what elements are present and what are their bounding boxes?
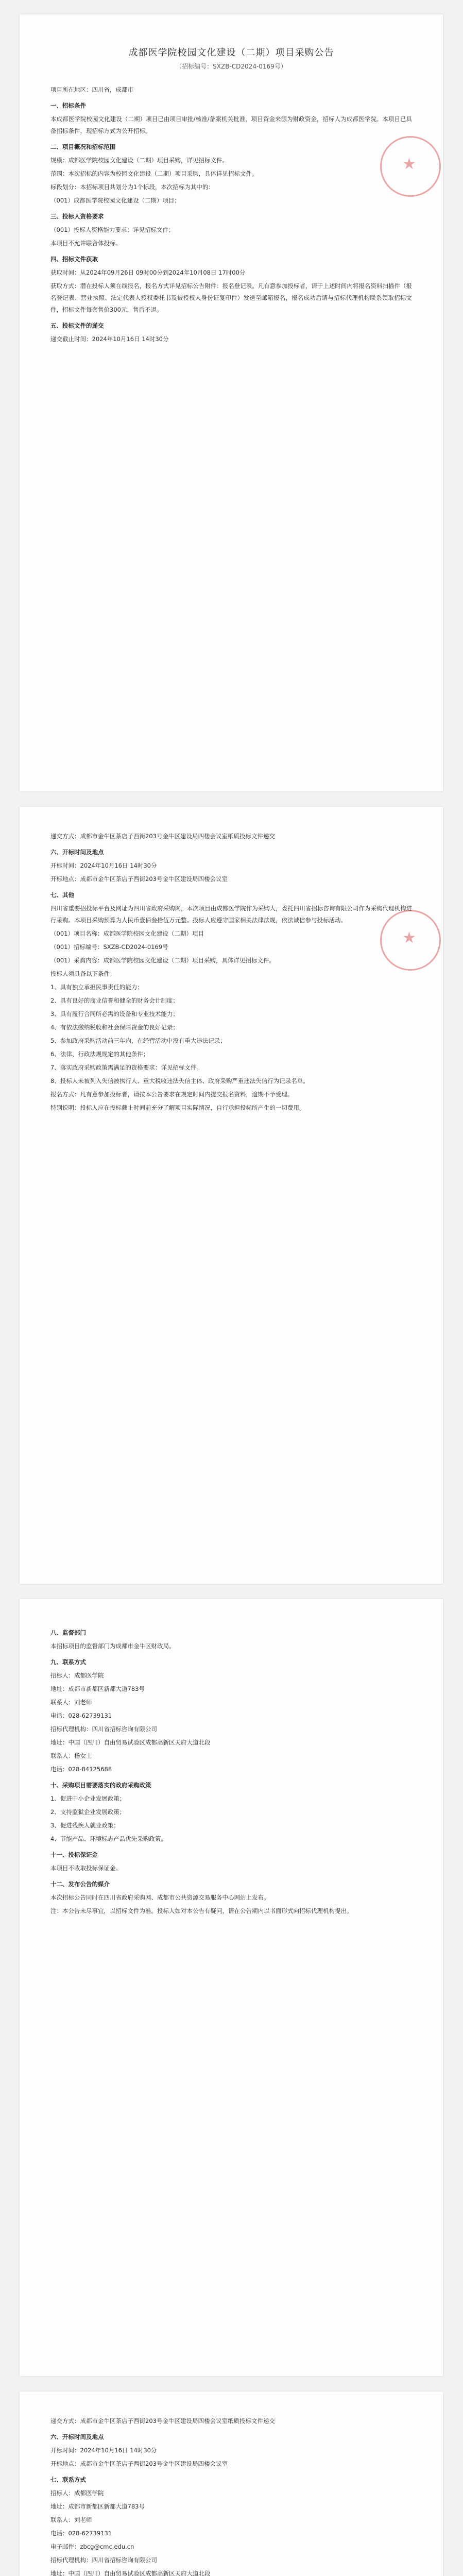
para: 特别说明：投标人应在投标截止时间前充分了解项目实际情况，自行承担投标所产生的一切费用。 [50, 1104, 305, 1111]
red-seal-stamp [380, 136, 441, 197]
section-heading: 四、招标文件获取 [50, 256, 98, 263]
section-heading: 七、其他 [50, 891, 74, 899]
para: 5、参加政府采购活动前三年内，在经营活动中没有重大违法记录； [50, 1037, 226, 1044]
para: 获取方式：潜在投标人须在线报名，报名方式详见招标公告附件：报名登记表。凡有意参加投标者，请于上述时间内将报名资料扫描件（报名登记表、营业执照、法定代表人授权委托书及被授权人身份证复印件）发送至邮箱报名，报名成功后请与招标代理机构联系领取招标文件，招标文件每套售价300元，售后不退。 [50, 282, 412, 313]
para: 递交方式：成都市金牛区茶店子西街203号金牛区建设局四楼会议室纸质投标文件递交 [50, 833, 275, 840]
para: 7、落实政府采购政策需满足的资格要求：详见招标文件。 [50, 1064, 202, 1071]
section-heading: 一、招标条件 [50, 102, 86, 109]
para: （001）成都医学院校园文化建设（二期）项目； [50, 197, 180, 204]
para: 地址：成都市新都区新都大道783号 [50, 2503, 145, 2510]
para: 地址：成都市新都区新都大道783号 [50, 1685, 145, 1692]
para: 四川省重要招投标平台及网址为四川省政府采购网，本次项目由成都医学院作为采购人，委托四川省招标咨询有限公司作为采购代理机构进行采购。本项目采购预算为人民币壹佰叁拾伍万元整。投标人应遵守国家相关法律法规，依法诚信参与投标活动。 [50, 905, 412, 924]
para: 招标代理机构：四川省招标咨询有限公司 [50, 2556, 157, 2564]
section-heading: 八、监督部门 [50, 1629, 86, 1636]
section-heading: 九、联系方式 [50, 1658, 86, 1666]
para: 获取时间：从2024年09月26日 09时00分到2024年10月08日 17时00分 [50, 269, 246, 276]
para: 地址：中国（四川）自由贸易试验区成都高新区天府大道北段 [50, 1739, 211, 1746]
para: 本项目不收取投标保证金。 [50, 1865, 122, 1872]
para: 报名方式：凡有意参加投标者，请按本公告要求在规定时间内提交报名资料，逾期不予受理。 [50, 1091, 294, 1098]
para: 招标人：成都医学院 [50, 1672, 104, 1679]
para: 电话：028-62739131 [50, 2530, 112, 2537]
para: 本招标项目的监督部门为成都市金牛区财政局。 [50, 1642, 175, 1650]
para: （001）投标人资格能力要求：详见招标文件； [50, 226, 175, 233]
section-heading: 三、投标人资格要求 [50, 213, 104, 220]
page-1 [20, 14, 443, 791]
para: 3、具有履行合同所必需的设备和专业技术能力； [50, 1010, 179, 1018]
para: 3、促进残疾人就业政策； [50, 1822, 119, 1829]
page-3-body [50, 1627, 412, 1917]
para: 范围：本次招标的内容为校园文化建设（二期）项目采购，具体详见招标文件。 [50, 170, 258, 177]
para: 2、具有良好的商业信誉和健全的财务会计制度； [50, 997, 179, 1004]
para: 递交截止时间：2024年10月16日 14时30分 [50, 335, 169, 343]
para: 递交方式：成都市金牛区茶店子西街203号金牛区建设局四楼会议室纸质投标文件递交 [50, 2417, 275, 2425]
page-4-body [50, 2415, 412, 2576]
para: 项目所在地区：四川省，成都市 [50, 86, 133, 93]
para: 投标人须具备以下条件： [50, 970, 116, 977]
section-heading: 六、开标时间及地点 [50, 849, 104, 856]
para: 标段划分：本招标项目共划分为1个标段，本次招标为其中的： [50, 183, 214, 191]
para: 1、具有独立承担民事责任的能力； [50, 984, 143, 991]
section-heading: 十一、投标保证金 [50, 1851, 98, 1858]
section-heading: 七、联系方式 [50, 2476, 86, 2483]
page-3 [20, 1599, 443, 2376]
section-heading: 五、投标文件的递交 [50, 322, 104, 329]
para: 开标时间：2024年10月16日 14时30分 [50, 2447, 157, 2454]
section-heading: 十、采购项目需要落实的政府采购政策 [50, 1782, 151, 1789]
doc-code: （招标编号：SXZB-CD2024-0169号） [176, 63, 287, 70]
page-2-body [50, 831, 412, 1114]
para: 1、促进中小企业发展政策； [50, 1795, 126, 1802]
para: 本项目不允许联合体投标。 [50, 240, 122, 247]
para: 开标时间：2024年10月16日 14时30分 [50, 862, 157, 869]
para: 注：本公告未尽事宜，以招标文件为准。投标人如对本公告有疑问，请在公告期内以书面形式向招标代理机构提出。 [50, 1907, 353, 1914]
para: 开标地点：成都市金牛区茶店子西街203号金牛区建设局四楼会议室 [50, 2460, 228, 2467]
para: 2、支持监狱企业发展政策； [50, 1808, 126, 1816]
para: （001）招标编号：SXZB-CD2024-0169号 [50, 943, 168, 951]
para: 开标地点：成都市金牛区茶店子西街203号金牛区建设局四楼会议室 [50, 875, 228, 883]
para: 本次招标公告同时在四川省政府采购网、成都市公共资源交易服务中心网站上发布。 [50, 1894, 270, 1901]
para: 电话：028-84125688 [50, 1766, 112, 1773]
para: 本成都医学院校园文化建设（二期）项目已由项目审批/核准/备案机关批准，项目资金来源为财政资金，招标人为成都医学院。本项目已具备招标条件，现招标方式为公开招标。 [50, 115, 412, 134]
red-seal-stamp [380, 910, 441, 971]
para: （001）项目名称：成都医学院校园文化建设（二期）项目 [50, 930, 204, 937]
para: 6、法律、行政法规规定的其他条件； [50, 1050, 149, 1058]
para: （001）采购内容：成都医学院校园文化建设（二期）项目采购，具体详见招标文件。 [50, 957, 275, 964]
para: 4、节能产品、环境标志产品优先采购政策。 [50, 1835, 167, 1842]
para: 联系人：刘老师 [50, 1699, 92, 1706]
para: 电子邮件：zbcg@cmc.edu.cn [50, 2543, 134, 2550]
section-heading: 十二、发布公告的媒介 [50, 1880, 110, 1888]
para: 4、有依法缴纳税收和社会保障资金的良好记录； [50, 1024, 179, 1031]
para: 8、投标人未被列入失信被执行人、重大税收违法失信主体、政府采购严重违法失信行为记录名单。 [50, 1077, 309, 1084]
para: 地址：中国（四川）自由贸易试验区成都高新区天府大道北段 [50, 2570, 211, 2576]
para: 招标人：成都医学院 [50, 2489, 104, 2497]
doc-title: 成都医学院校园文化建设（二期）项目采购公告 [128, 47, 334, 58]
para: 电话：028-62739131 [50, 1712, 112, 1719]
page-1-body [50, 84, 412, 345]
para: 招标代理机构：四川省招标咨询有限公司 [50, 1725, 157, 1733]
para: 规模：成都医学院校园文化建设（二期）项目采购，详见招标文件。 [50, 157, 228, 164]
para: 联系人：杨女士 [50, 1752, 92, 1759]
page-4 [20, 2392, 443, 2576]
section-heading: 六、开标时间及地点 [50, 2433, 104, 2441]
section-heading: 二、项目概况和招标范围 [50, 143, 116, 150]
para: 联系人：刘老师 [50, 2516, 92, 2523]
page-2 [20, 807, 443, 1584]
